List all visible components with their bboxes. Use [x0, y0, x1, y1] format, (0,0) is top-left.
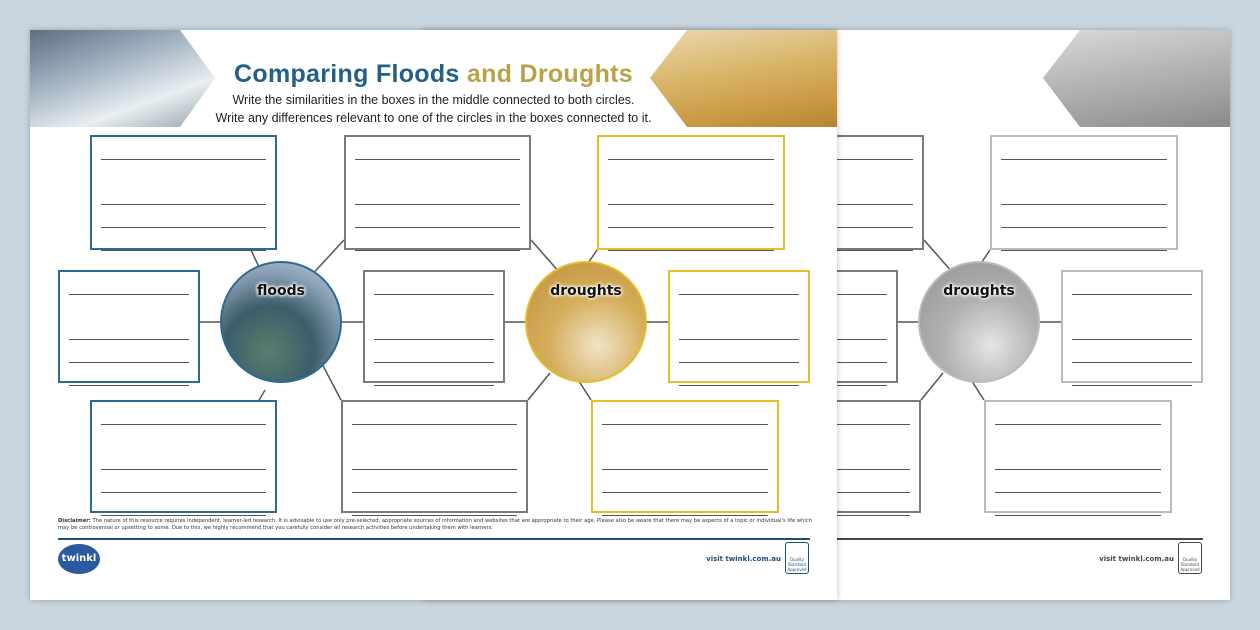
droughts-label: droughts [943, 283, 1015, 299]
writing-line [101, 447, 266, 470]
writing-line [374, 340, 494, 363]
writing-line [374, 317, 494, 340]
writing-line [101, 228, 266, 251]
writing-line [995, 424, 1161, 425]
writing-line [1001, 205, 1167, 228]
connector [528, 373, 550, 400]
writing-line [1001, 182, 1167, 205]
drought-box[interactable] [1061, 270, 1203, 383]
writing-line [374, 294, 494, 295]
writing-line [355, 159, 520, 160]
visit-link[interactable]: visit twinkl.com.au [706, 555, 781, 563]
connector [921, 373, 943, 400]
writing-line [995, 447, 1161, 470]
writing-line [101, 424, 266, 425]
writing-line [602, 447, 768, 470]
writing-line [1072, 340, 1192, 363]
instruction-line-2: Write any differences relevant to one of the circles in the boxes connected to it. [215, 111, 652, 125]
drought-box[interactable] [591, 400, 779, 513]
worksheet-preview-color [30, 30, 837, 600]
writing-line [995, 493, 1161, 516]
disclaimer-label: Disclaimer: [58, 518, 91, 524]
title-droughts: and Droughts [466, 60, 633, 88]
quality-badge: Quality Standard Approved [785, 542, 809, 574]
writing-line [995, 470, 1161, 493]
writing-line [374, 363, 494, 386]
writing-line [1001, 159, 1167, 160]
droughts-circle [525, 261, 647, 383]
writing-line [679, 363, 799, 386]
similarity-box[interactable] [344, 135, 531, 250]
writing-line [101, 205, 266, 228]
flood-box[interactable] [90, 400, 277, 513]
writing-line [679, 294, 799, 295]
writing-line [1072, 294, 1192, 295]
visit-link[interactable]: visit twinkl.com.au [1099, 555, 1174, 563]
writing-line [679, 340, 799, 363]
writing-line [608, 205, 774, 228]
writing-line [355, 182, 520, 205]
disclaimer-text: The nature of this resource requires independent, learner-led research. It is advisable to use only pre-selected, appropriate sources of information and websites that are appropriate to their age. Please also be aware that there may be aspects of a topic or individual's life which may be controversial or upsetting to some. Due to this, we highly recommend that you carefully consider all research activities before undertaking them with learners. [58, 518, 813, 531]
floods-circle [220, 261, 342, 383]
instruction-line-1: Write the similarities in the boxes in the middle connected to both circles. [232, 93, 635, 107]
writing-line [69, 363, 189, 386]
floods-label: floods [257, 283, 305, 299]
writing-line [352, 424, 517, 425]
drought-box[interactable] [668, 270, 810, 383]
writing-line [608, 228, 774, 251]
writing-line [69, 294, 189, 295]
droughts-circle [918, 261, 1040, 383]
disclaimer [58, 518, 814, 532]
writing-line [352, 470, 517, 493]
writing-line [1072, 363, 1192, 386]
writing-line [602, 424, 768, 425]
flood-box[interactable] [58, 270, 200, 383]
writing-line [355, 205, 520, 228]
writing-line [679, 317, 799, 340]
footer-rule [58, 538, 810, 540]
writing-line [608, 182, 774, 205]
writing-line [69, 340, 189, 363]
writing-line [101, 182, 266, 205]
similarity-box[interactable] [363, 270, 505, 383]
similarity-box[interactable] [341, 400, 528, 513]
writing-line [101, 159, 266, 160]
drought-box[interactable] [990, 135, 1178, 250]
writing-line [602, 493, 768, 516]
title-floods: Comparing Floods [234, 60, 460, 88]
drought-box[interactable] [984, 400, 1172, 513]
twinkl-logo: twinkl [58, 544, 100, 574]
quality-badge: Quality Standard Approved [1178, 542, 1202, 574]
drought-box[interactable] [597, 135, 785, 250]
writing-line [1072, 317, 1192, 340]
writing-line [1001, 228, 1167, 251]
writing-line [101, 470, 266, 493]
writing-line [352, 447, 517, 470]
writing-line [602, 470, 768, 493]
writing-line [69, 317, 189, 340]
droughts-label: droughts [550, 283, 622, 299]
writing-line [352, 493, 517, 516]
writing-line [608, 159, 774, 160]
writing-line [355, 228, 520, 251]
writing-line [101, 493, 266, 516]
flood-box[interactable] [90, 135, 277, 250]
